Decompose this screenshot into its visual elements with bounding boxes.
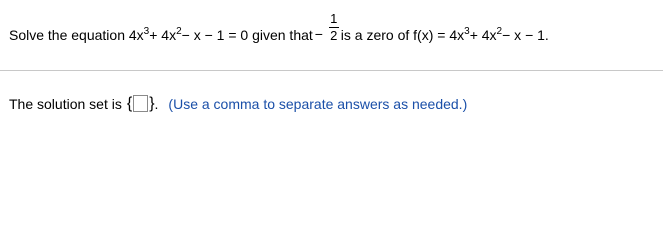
question-text-part-2: + 4x xyxy=(149,27,177,43)
question-line xyxy=(9,11,549,43)
open-brace: { xyxy=(126,94,133,112)
answer-prefix: The solution set is xyxy=(9,95,122,112)
exponent-4: 2 xyxy=(496,26,503,37)
answer-row xyxy=(9,95,467,112)
answer-period: . xyxy=(154,95,159,112)
answer-input[interactable] xyxy=(133,95,148,112)
question-text-part-6: − x − 1. xyxy=(502,27,549,43)
exponent-3: 3 xyxy=(464,26,470,37)
exponent-1: 3 xyxy=(143,26,150,37)
close-brace: } xyxy=(149,94,155,112)
fraction-minus-sign: − xyxy=(314,26,323,42)
question-text-part-5: + 4x xyxy=(469,27,497,43)
exponent-2: 2 xyxy=(176,26,182,37)
fraction-denominator: 2 xyxy=(330,28,338,43)
negative-fraction xyxy=(313,11,341,43)
fraction xyxy=(329,12,339,43)
question-prompt xyxy=(9,11,659,54)
section-divider xyxy=(0,70,663,71)
answer-hint: (Use a comma to separate answers as needed.) xyxy=(168,95,468,112)
question-text-part-4: is a zero of f(x) = 4x xyxy=(340,27,465,43)
question-text-part-1: Solve the equation 4x xyxy=(9,27,144,43)
fraction-numerator: 1 xyxy=(330,11,338,26)
question-text-part-3: − x − 1 = 0 given that xyxy=(181,27,313,43)
